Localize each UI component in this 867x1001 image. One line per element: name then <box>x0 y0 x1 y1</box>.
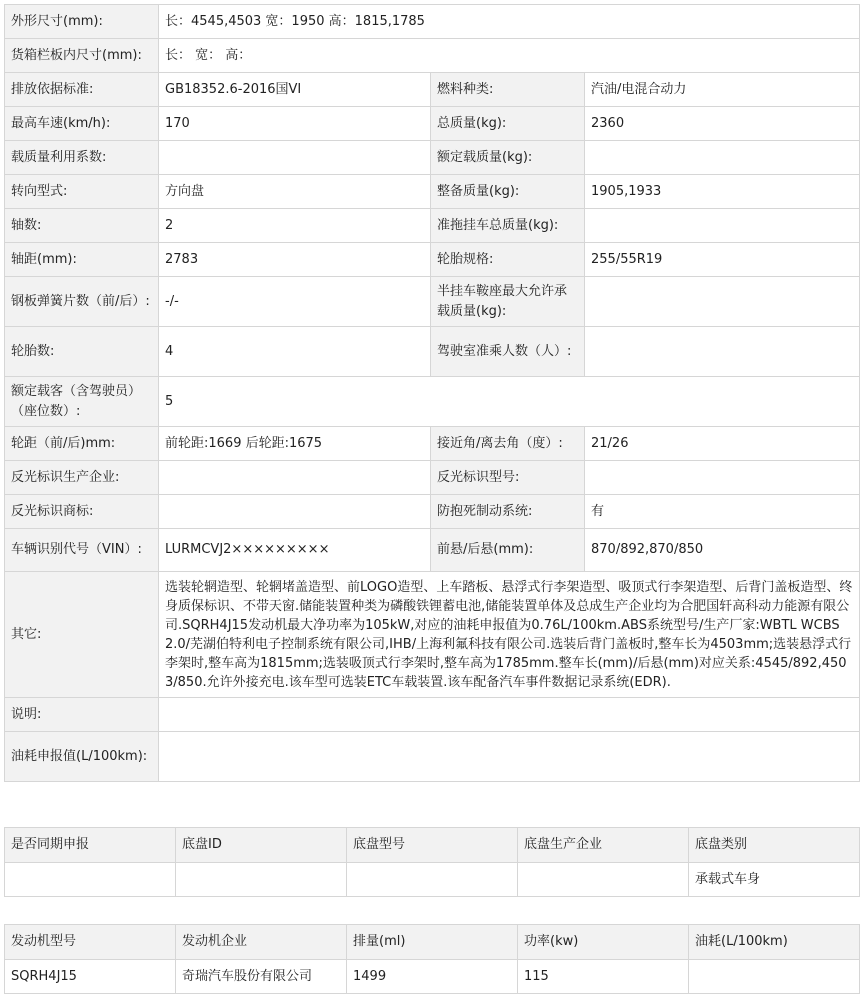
row-emission-fuel <box>5 73 860 107</box>
label-load-factor: 载质量利用系数: <box>5 141 159 175</box>
row-seats <box>5 377 860 427</box>
value-overhang: 870/892,870/850 <box>585 529 860 572</box>
value-leaf-springs: -/- <box>159 277 431 327</box>
value-rated-load <box>585 141 860 175</box>
row-springs-saddle <box>5 277 860 327</box>
value-cargo-box: 长： 宽： 高： <box>159 39 860 73</box>
label-abs: 防抱死制动系统: <box>431 495 585 529</box>
value-saddle-load <box>585 277 860 327</box>
engine-data-row <box>5 960 860 994</box>
engine-cell-displacement: 1499 <box>347 960 518 994</box>
engine-header-fuel: 油耗(L/100km) <box>689 925 860 960</box>
chassis-cell-maker <box>518 863 689 897</box>
row-fuel-consumption <box>5 732 860 782</box>
value-wheelbase: 2783 <box>159 243 431 277</box>
value-emission-standard: GB18352.6-2016国VI <box>159 73 431 107</box>
row-dimensions <box>5 5 860 39</box>
label-vin: 车辆识别代号（VIN）: <box>5 529 159 572</box>
label-max-speed: 最高车速(km/h): <box>5 107 159 141</box>
label-approach-angle: 接近角/离去角（度）: <box>431 427 585 461</box>
label-reflector-maker: 反光标识生产企业: <box>5 461 159 495</box>
label-reflector-brand: 反光标识商标: <box>5 495 159 529</box>
value-reflector-maker <box>159 461 431 495</box>
label-trailer-mass: 准拖挂车总质量(kg): <box>431 209 585 243</box>
label-seats: 额定载客（含驾驶员）（座位数）: <box>5 377 159 427</box>
value-max-speed: 170 <box>159 107 431 141</box>
chassis-header-sync: 是否同期申报 <box>5 828 176 863</box>
label-wheelbase: 轴距(mm): <box>5 243 159 277</box>
value-tire-spec: 255/55R19 <box>585 243 860 277</box>
engine-cell-model: SQRH4J15 <box>5 960 176 994</box>
value-dimensions: 长：4545,4503 宽：1950 高：1815,1785 <box>159 5 860 39</box>
row-wheelbase-tire <box>5 243 860 277</box>
engine-cell-power: 115 <box>518 960 689 994</box>
chassis-header-type: 底盘类别 <box>689 828 860 863</box>
value-trailer-mass <box>585 209 860 243</box>
row-axles-trailer <box>5 209 860 243</box>
label-tire-count: 轮胎数: <box>5 327 159 377</box>
label-axles: 轴数: <box>5 209 159 243</box>
value-cab-capacity <box>585 327 860 377</box>
value-load-factor <box>159 141 431 175</box>
label-overhang: 前悬/后悬(mm): <box>431 529 585 572</box>
label-emission-standard: 排放依据标准: <box>5 73 159 107</box>
label-cargo-box: 货箱栏板内尺寸(mm): <box>5 39 159 73</box>
value-total-mass: 2360 <box>585 107 860 141</box>
engine-header-maker: 发动机企业 <box>176 925 347 960</box>
value-abs: 有 <box>585 495 860 529</box>
chassis-cell-sync <box>5 863 176 897</box>
label-rated-load: 额定载质量(kg): <box>431 141 585 175</box>
value-reflector-model <box>585 461 860 495</box>
value-seats: 5 <box>159 377 860 427</box>
value-other: 选装轮辋造型、轮辋堵盖造型、前LOGO造型、上车踏板、悬浮式行李架造型、吸顶式行李架造型、后背门盖板造型、终身质保标识、不带天窗.储能装置种类为磷酸铁锂蓄电池,储能装置单体及总成生产企业均为合肥国轩高科动力能源有限公司.SQRH4J15发动机最大净功率为105kW,对应的油耗申报值为0.76L/100km.ABS系统型号/生产厂家:WBTL WCBS 2.0/芜湖伯特利电子控制系统有限公司,IHB/上海利氟科技有限公司.选装后背门盖板时,整车长为4503mm;选装悬浮式行李架时,整车高为1815mm;选装吸顶式行李架时,整车高为1785mm.整车长(mm)/后悬(mm)对应关系:4545/892,4503/850.允许外接充电.该车型可选装ETC车载装置.该车配备汽车事件数据记录系统(EDR). <box>159 572 860 698</box>
engine-cell-maker: 奇瑞汽车股份有限公司 <box>176 960 347 994</box>
chassis-cell-model <box>347 863 518 897</box>
row-load-factor <box>5 141 860 175</box>
value-curb-mass: 1905,1933 <box>585 175 860 209</box>
label-tire-spec: 轮胎规格: <box>431 243 585 277</box>
label-cab-capacity: 驾驶室准乘人数（人）: <box>431 327 585 377</box>
engine-header-row <box>5 925 860 960</box>
engine-header-model: 发动机型号 <box>5 925 176 960</box>
row-tires-cab <box>5 327 860 377</box>
label-fuel-consumption: 油耗申报值(L/100km): <box>5 732 159 782</box>
value-tire-count: 4 <box>159 327 431 377</box>
label-reflector-model: 反光标识型号: <box>431 461 585 495</box>
label-saddle-load: 半挂车鞍座最大允许承载质量(kg): <box>431 277 585 327</box>
label-curb-mass: 整备质量(kg): <box>431 175 585 209</box>
engine-header-displacement: 排量(ml) <box>347 925 518 960</box>
chassis-header-model: 底盘型号 <box>347 828 518 863</box>
row-reflector-maker <box>5 461 860 495</box>
value-vin: LURMCVJ2××××××××× <box>159 529 431 572</box>
chassis-header-id: 底盘ID <box>176 828 347 863</box>
value-fuel-type: 汽油/电混合动力 <box>585 73 860 107</box>
chassis-cell-type: 承载式车身 <box>689 863 860 897</box>
value-reflector-brand <box>159 495 431 529</box>
row-cargo-box <box>5 39 860 73</box>
value-fuel-consumption <box>159 732 860 782</box>
engine-header-power: 功率(kw) <box>518 925 689 960</box>
value-track: 前轮距:1669 后轮距:1675 <box>159 427 431 461</box>
value-axles: 2 <box>159 209 431 243</box>
label-other: 其它: <box>5 572 159 698</box>
row-note <box>5 698 860 732</box>
label-leaf-springs: 钢板弹簧片数（前/后）: <box>5 277 159 327</box>
label-track: 轮距（前/后)mm: <box>5 427 159 461</box>
label-total-mass: 总质量(kg): <box>431 107 585 141</box>
row-track-angles <box>5 427 860 461</box>
engine-cell-fuel <box>689 960 860 994</box>
engine-table <box>4 924 860 994</box>
chassis-header-maker: 底盘生产企业 <box>518 828 689 863</box>
chassis-table <box>4 827 860 897</box>
row-vin-overhang <box>5 529 860 572</box>
label-steering: 转向型式: <box>5 175 159 209</box>
chassis-header-row <box>5 828 860 863</box>
value-steering: 方向盘 <box>159 175 431 209</box>
chassis-data-row <box>5 863 860 897</box>
label-fuel-type: 燃料种类: <box>431 73 585 107</box>
label-note: 说明: <box>5 698 159 732</box>
value-note <box>159 698 860 732</box>
value-approach-angle: 21/26 <box>585 427 860 461</box>
row-speed-mass <box>5 107 860 141</box>
row-other <box>5 572 860 698</box>
spec-table <box>4 4 860 782</box>
chassis-cell-id <box>176 863 347 897</box>
row-reflector-abs <box>5 495 860 529</box>
label-dimensions: 外形尺寸(mm): <box>5 5 159 39</box>
row-steering-curb <box>5 175 860 209</box>
